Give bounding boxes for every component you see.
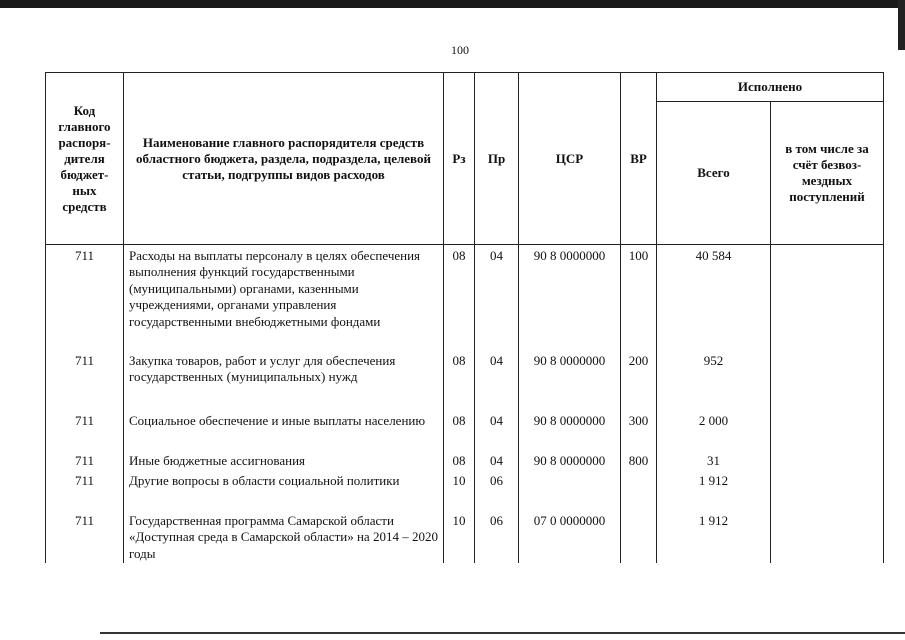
cell-total: 1 912 xyxy=(657,513,771,563)
table-row xyxy=(46,513,884,563)
cell-name: Закупка товаров, работ и услуг для обеспечения государственных (муниципальных) нужд xyxy=(124,353,444,413)
table-row xyxy=(46,453,884,473)
cell-code: 711 xyxy=(46,473,124,513)
cell-name: Иные бюджетные ассигнования xyxy=(124,453,444,473)
cell-code: 711 xyxy=(46,453,124,473)
cell-including xyxy=(771,453,884,473)
cell-including xyxy=(771,513,884,563)
expenditure-table xyxy=(45,72,884,563)
header-name: Наименование главного распорядителя средств областного бюджета, раздела, подраздела, целевой статьи, подгруппы видов расходов xyxy=(124,73,444,245)
cell-vr xyxy=(621,513,657,563)
cell-code: 711 xyxy=(46,245,124,354)
cell-rz: 10 xyxy=(444,473,475,513)
header-total: Всего xyxy=(657,102,771,245)
cell-code: 711 xyxy=(46,413,124,453)
table-row xyxy=(46,353,884,413)
cell-rz: 08 xyxy=(444,453,475,473)
header-rz: Рз xyxy=(444,73,475,245)
table-row xyxy=(46,245,884,354)
page-number: 100 xyxy=(451,43,469,57)
table-row xyxy=(46,413,884,453)
cell-vr: 200 xyxy=(621,353,657,413)
cell-name: Государственная программа Самарской области «Доступная среда в Самарской области» на 2014 – 2020 годы xyxy=(124,513,444,563)
cell-total: 31 xyxy=(657,453,771,473)
cell-pr: 06 xyxy=(475,513,519,563)
cell-including xyxy=(771,353,884,413)
cell-total: 2 000 xyxy=(657,413,771,453)
cell-including xyxy=(771,245,884,354)
header-including: в том числе за счёт безвоз-мездных поступлений xyxy=(771,102,884,245)
cell-vr xyxy=(621,473,657,513)
header-pr: Пр xyxy=(475,73,519,245)
cell-csr: 90 8 0000000 xyxy=(519,453,621,473)
cell-vr: 100 xyxy=(621,245,657,354)
cell-total: 952 xyxy=(657,353,771,413)
scan-right-edge xyxy=(898,0,905,50)
scan-top-border xyxy=(0,0,905,8)
cell-including xyxy=(771,473,884,513)
cell-pr: 06 xyxy=(475,473,519,513)
table-row xyxy=(46,473,884,513)
cell-code: 711 xyxy=(46,513,124,563)
cell-csr: 90 8 0000000 xyxy=(519,245,621,354)
cell-name: Расходы на выплаты персоналу в целях обеспечения выполнения функций государственными (муниципальными) органами, казенными учреждениями, органами управления государственными внебюджетными фондами xyxy=(124,245,444,354)
cell-vr: 300 xyxy=(621,413,657,453)
cell-pr: 04 xyxy=(475,353,519,413)
scan-bottom-line xyxy=(100,632,905,634)
header-executed: Исполнено xyxy=(657,73,884,102)
cell-rz: 08 xyxy=(444,353,475,413)
cell-csr: 90 8 0000000 xyxy=(519,413,621,453)
cell-rz: 08 xyxy=(444,413,475,453)
cell-vr: 800 xyxy=(621,453,657,473)
header-csr: ЦСР xyxy=(519,73,621,245)
cell-code: 711 xyxy=(46,353,124,413)
cell-csr xyxy=(519,473,621,513)
cell-name: Другие вопросы в области социальной политики xyxy=(124,473,444,513)
cell-rz: 08 xyxy=(444,245,475,354)
cell-total: 40 584 xyxy=(657,245,771,354)
cell-rz: 10 xyxy=(444,513,475,563)
cell-csr: 07 0 0000000 xyxy=(519,513,621,563)
cell-pr: 04 xyxy=(475,453,519,473)
cell-name: Социальное обеспечение и иные выплаты населению xyxy=(124,413,444,453)
cell-pr: 04 xyxy=(475,245,519,354)
header-vr: ВР xyxy=(621,73,657,245)
cell-including xyxy=(771,413,884,453)
cell-total: 1 912 xyxy=(657,473,771,513)
header-code: Код главного распоря-дителя бюджет-ных средств xyxy=(46,73,124,245)
cell-pr: 04 xyxy=(475,413,519,453)
cell-csr: 90 8 0000000 xyxy=(519,353,621,413)
